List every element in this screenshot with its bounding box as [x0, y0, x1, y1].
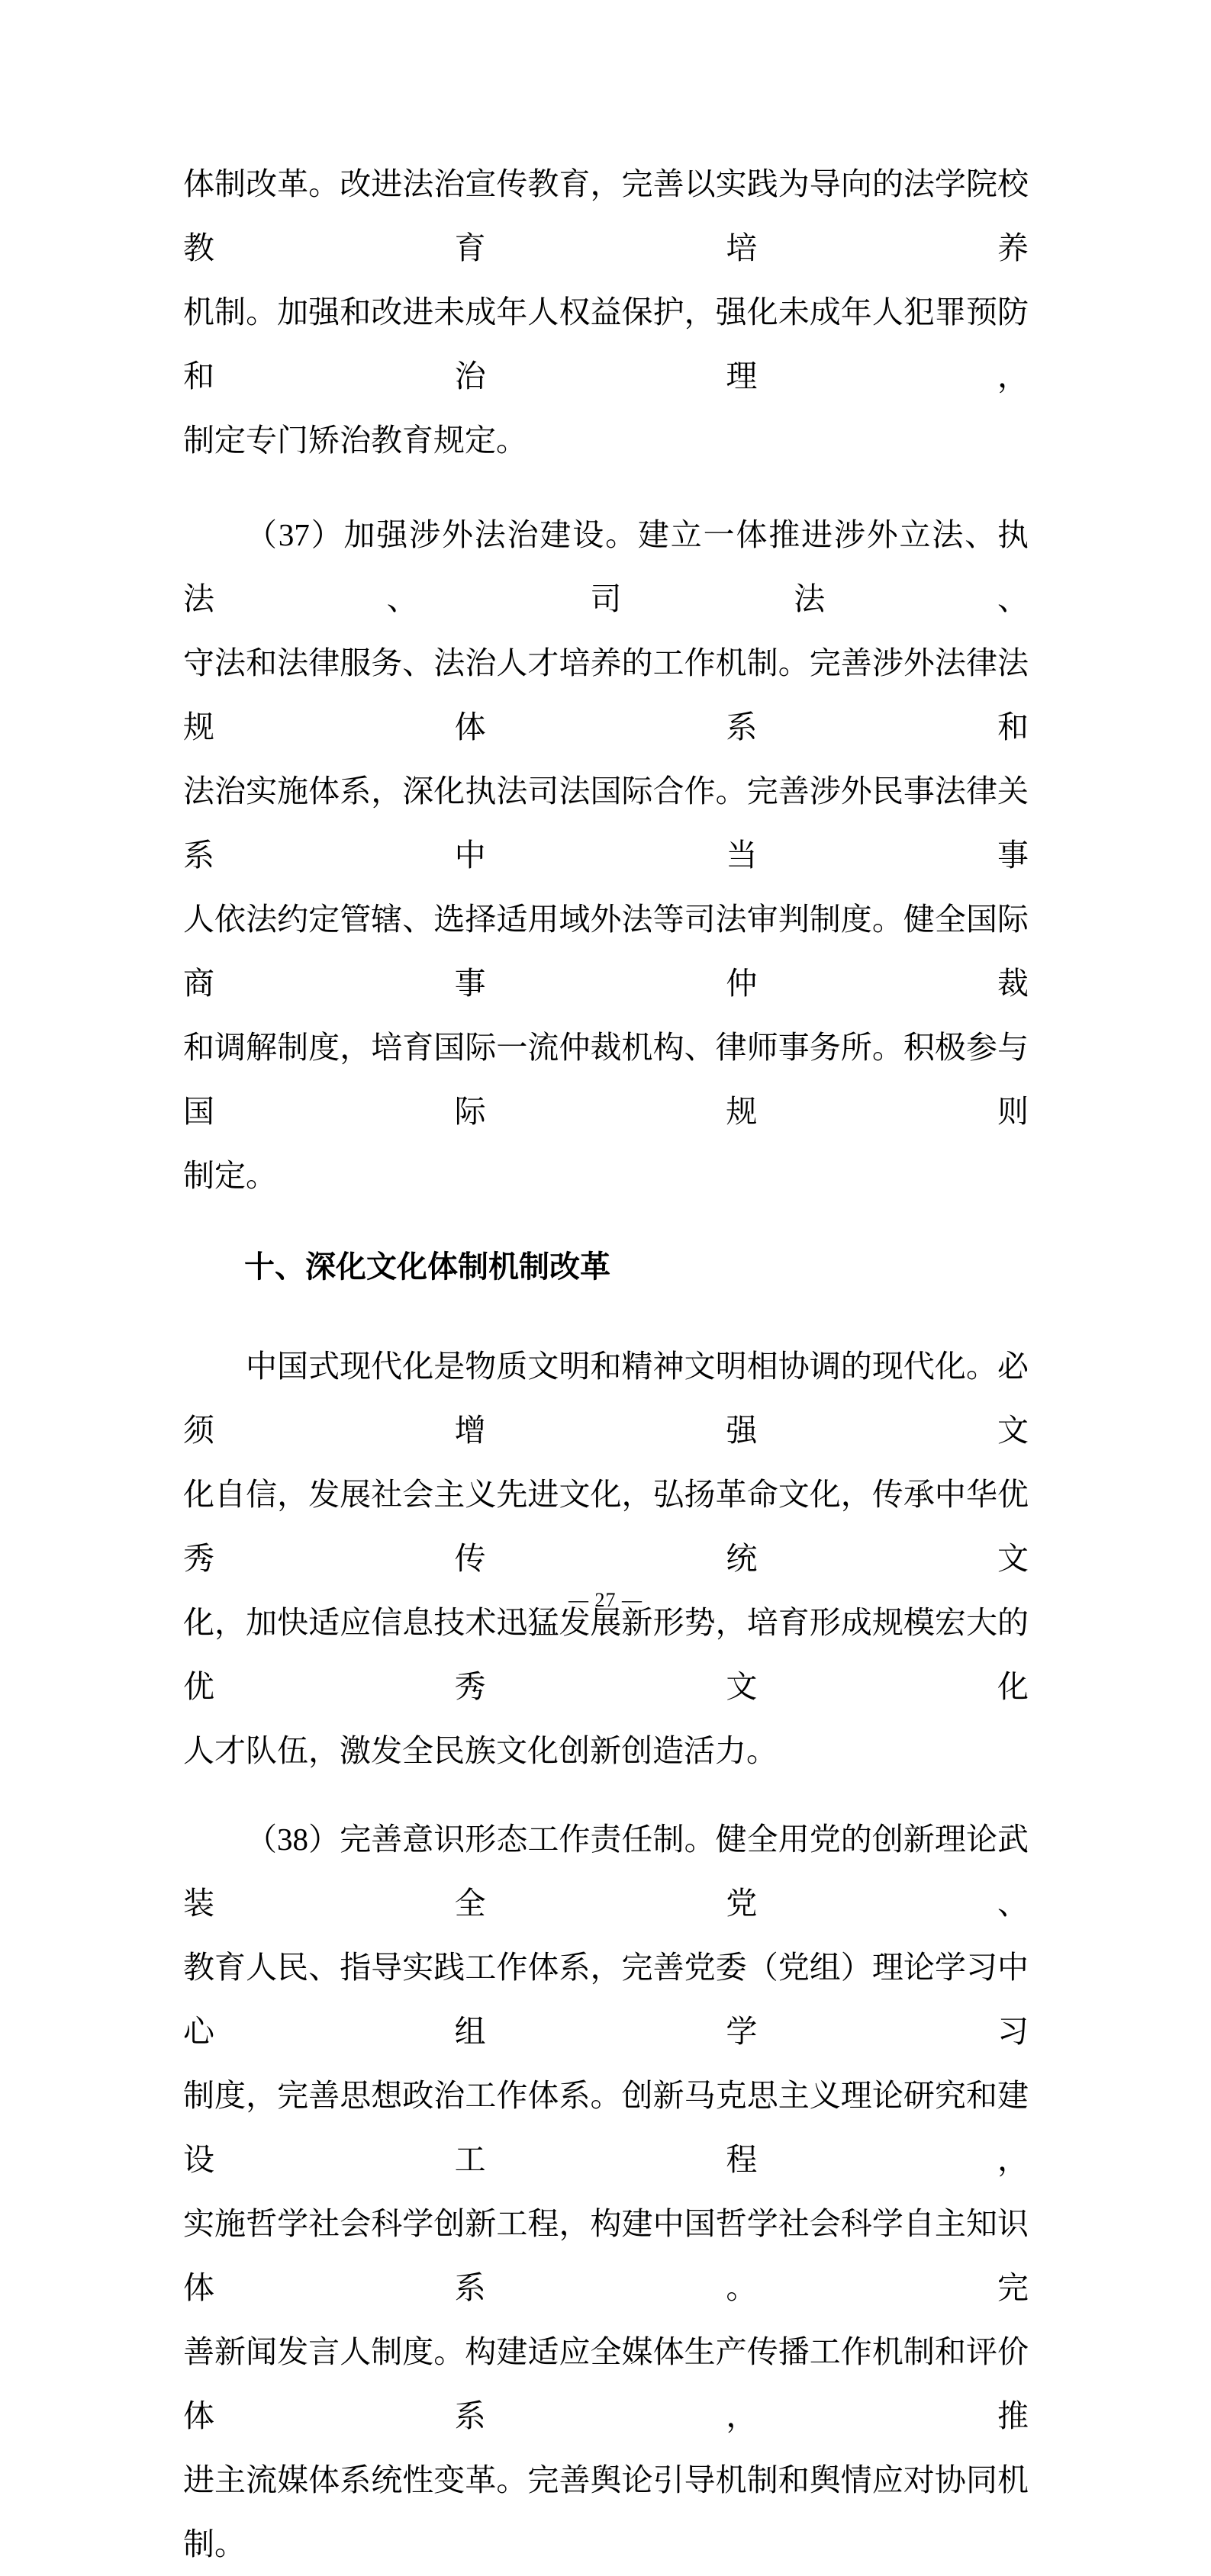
text-line: 实施哲学社会科学创新工程，构建中国哲学社会科学自主知识体系。完: [183, 2206, 1029, 2305]
body-paragraph: [183, 1807, 1029, 2576]
text-line: 守法和法律服务、法治人才培养的工作机制。完善涉外法律法规体系和: [183, 645, 1029, 744]
text-line: 进主流媒体系统性变革。完善舆论引导机制和舆情应对协同机制。: [183, 2462, 1029, 2562]
text-line: 人才队伍，激发全民族文化创新创造活力。: [183, 1733, 778, 1768]
text-line: 化自信，发展社会主义先进文化，弘扬革命文化，传承中华优秀传统文: [183, 1477, 1029, 1576]
text-line: 制定。: [183, 1158, 277, 1193]
body-paragraph: [183, 503, 1029, 1208]
body-paragraph: [183, 152, 1029, 472]
text-line: 制定专门矫治教育规定。: [183, 423, 527, 458]
page-number: — 27 —: [568, 1589, 643, 1611]
text-line: 教育人民、指导实践工作体系，完善党委（党组）理论学习中心组学习: [183, 1950, 1029, 2049]
text-line: 体制改革。改进法治宣传教育，完善以实践为导向的法学院校教育培养: [183, 166, 1029, 265]
body-paragraph: [183, 1334, 1029, 1783]
text-line: 人依法约定管辖、选择适用域外法等司法审判制度。健全国际商事仲裁: [183, 902, 1029, 1001]
page-body-text: [183, 152, 1029, 2576]
text-line: 化，加快适应信息技术迅猛发展新形势，培育形成规模宏大的优秀文化: [183, 1605, 1029, 1704]
text-line: 和调解制度，培育国际一流仲裁机构、律师事务所。积极参与国际规则: [183, 1030, 1029, 1129]
text-line: （37）加强涉外法治建设。建立一体推进涉外立法、执法、司法、: [183, 517, 1029, 616]
text-line: 机制。加强和改进未成年人权益保护，强化未成年人犯罪预防和治理，: [183, 294, 1029, 394]
text-line: 中国式现代化是物质文明和精神文明相协调的现代化。必须增强文: [183, 1349, 1029, 1448]
section-heading: 十、深化文化体制机制改革: [244, 1250, 610, 1284]
text-line: （38）完善意识形态工作责任制。健全用党的创新理论武装全党、: [183, 1822, 1029, 1921]
text-line: 善新闻发言人制度。构建适应全媒体生产传播工作机制和评价体系，推: [183, 2334, 1029, 2433]
text-line: 法治实施体系，深化执法司法国际合作。完善涉外民事法律关系中当事: [183, 773, 1029, 873]
text-line: 制度，完善思想政治工作体系。创新马克思主义理论研究和建设工程，: [183, 2078, 1029, 2177]
